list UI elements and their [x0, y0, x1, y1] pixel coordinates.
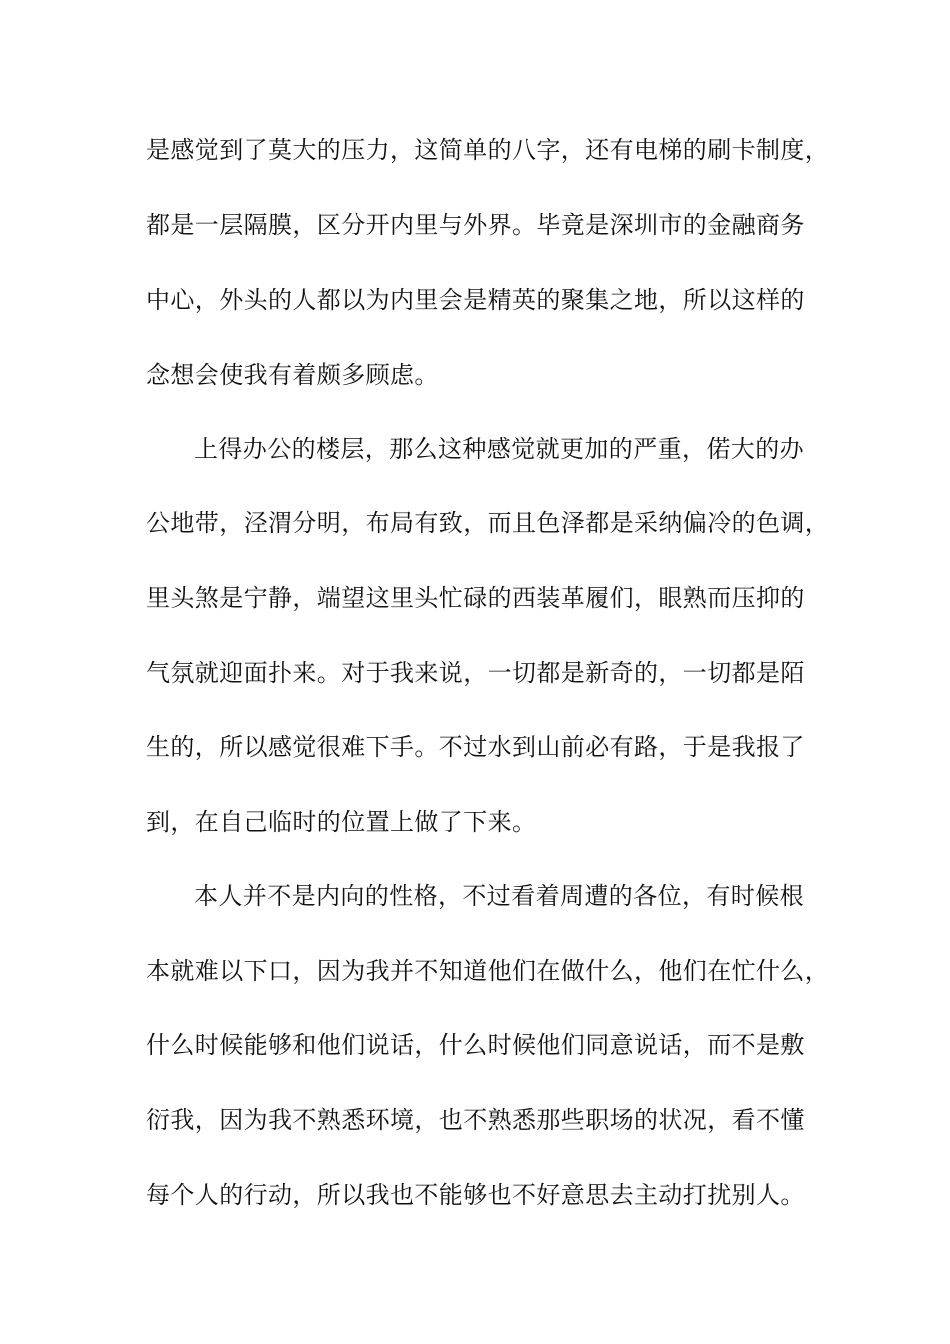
text-line: 每个人的行动，所以我也不能够也不好意思去主动打扰别人。 [146, 1181, 805, 1209]
text-line: 里头煞是宁静，端望这里头忙碌的西装革履们，眼熟而压抑的 [146, 584, 805, 612]
text-line: 是感觉到了莫大的压力，这简单的八字，还有电梯的刷卡制度， [146, 136, 830, 164]
text-line: 什么时候能够和他们说话，什么时候他们同意说话，而不是敷 [146, 1031, 805, 1059]
paragraph-first-line: 本人并不是内向的性格，不过看着周遭的各位，有时候根 [194, 882, 804, 910]
text-line: 生的，所以感觉很难下手。不过水到山前必有路，于是我报了 [146, 733, 805, 761]
text-line: 到，在自己临时的位置上做了下来。 [146, 808, 537, 836]
text-line: 念想会使我有着颇多顾虑。 [146, 361, 439, 389]
text-line: 公地带，泾渭分明，布局有致，而且色泽都是采纳偏冷的色调， [146, 509, 830, 537]
text-line: 气氛就迎面扑来。对于我来说，一切都是新奇的，一切都是陌 [146, 659, 805, 687]
paragraph-first-line: 上得办公的楼层，那么这种感觉就更加的严重，偌大的办 [194, 435, 804, 463]
text-line: 衍我，因为我不熟悉环境，也不熟悉那些职场的状况，看不懂 [146, 1106, 805, 1134]
text-line: 都是一层隔膜，区分开内里与外界。毕竟是深圳市的金融商务 [146, 211, 805, 239]
text-line: 中心，外头的人都以为内里会是精英的聚集之地，所以这样的 [146, 286, 805, 314]
text-line: 本就难以下口，因为我并不知道他们在做什么，他们在忙什么， [146, 957, 830, 985]
